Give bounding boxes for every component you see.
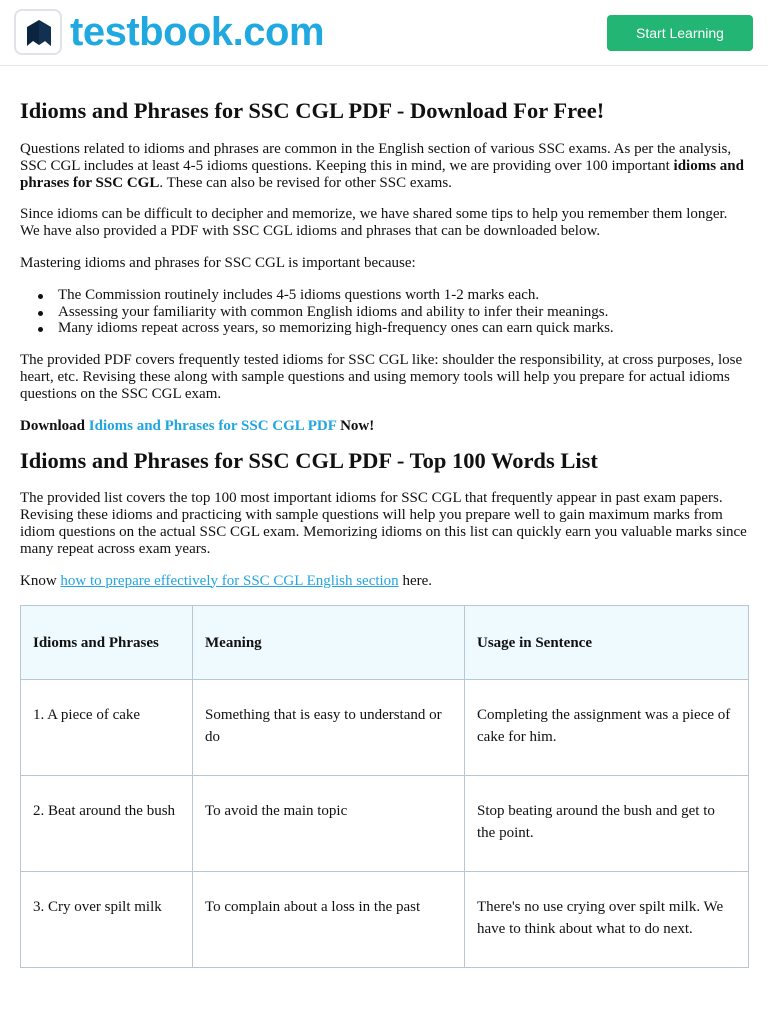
logo-text: testbook.com bbox=[70, 10, 325, 54]
tips-paragraph: Since idioms can be difficult to decipher and memorize, we have shared some tips to help you remember them longer. We have also provided a PDF with SSC CGL idioms and phrases that can be downloaded below. bbox=[20, 206, 728, 240]
importance-list bbox=[20, 287, 750, 337]
download-suffix: Now! bbox=[336, 417, 375, 434]
prepare-english-link[interactable]: how to prepare effectively for SSC CGL English section bbox=[60, 572, 399, 589]
usage-cell: There's no use crying over spilt milk. We have to think about what to do next. bbox=[465, 872, 749, 968]
know-prefix: Know bbox=[20, 572, 61, 589]
importance-paragraph: Mastering idioms and phrases for SSC CGL is important because: bbox=[20, 254, 416, 271]
list-item: Many idioms repeat across years, so memorizing high-frequency ones can earn quick marks. bbox=[38, 320, 750, 337]
column-header-idioms: Idioms and Phrases bbox=[21, 606, 193, 680]
article-content bbox=[20, 96, 750, 968]
start-learning-button[interactable]: Start Learning bbox=[607, 15, 753, 51]
intro-end-text: . These can also be revised for other SSC exams. bbox=[159, 174, 452, 191]
table-row bbox=[21, 680, 749, 776]
meaning-cell: To avoid the main topic bbox=[193, 776, 465, 872]
download-line bbox=[20, 418, 750, 435]
download-pdf-link[interactable]: Idioms and Phrases for SSC CGL PDF bbox=[88, 417, 337, 434]
meaning-cell: Something that is easy to understand or do bbox=[193, 680, 465, 776]
column-header-meaning: Meaning bbox=[193, 606, 465, 680]
meaning-cell: To complain about a loss in the past bbox=[193, 872, 465, 968]
pdf-coverage-paragraph: The provided PDF covers frequently tested idioms for SSC CGL like: shoulder the responsibility, at cross purposes, lose heart, etc. Revising these along with sample questions and using memory tools will help you prepare for actual idioms questions on the SSC CGL exam. bbox=[20, 352, 743, 402]
idioms-table bbox=[20, 605, 749, 968]
list-item: The Commission routinely includes 4-5 idioms questions worth 1-2 marks each. bbox=[38, 287, 750, 304]
idiom-cell: 2. Beat around the bush bbox=[21, 776, 193, 872]
list-item: Assessing your familiarity with common English idioms and ability to infer their meanings. bbox=[38, 304, 750, 321]
idiom-cell: 1. A piece of cake bbox=[21, 680, 193, 776]
table-header-row bbox=[21, 606, 749, 680]
usage-cell: Stop beating around the bush and get to the point. bbox=[465, 776, 749, 872]
testbook-logo[interactable] bbox=[14, 9, 324, 55]
site-header bbox=[0, 0, 768, 66]
intro-text: Questions related to idioms and phrases are common in the English section of various SSC exams. As per the analysis, SSC CGL includes at least 4-5 idioms questions. Keeping this in mind, we are providing over 100 important bbox=[20, 141, 732, 174]
table-row bbox=[21, 872, 749, 968]
page-title: Idioms and Phrases for SSC CGL PDF - Download For Free! bbox=[20, 98, 605, 123]
list-description-paragraph: The provided list covers the top 100 most important idioms for SSC CGL that frequently appear in past exam papers. Revising these idioms and practicing with sample questions will help you prepare well to gain maximum marks from idiom questions on the actual SSC CGL exam. Memorizing idioms on this list can quickly earn you valuable marks since many repeat across exam years. bbox=[20, 490, 747, 557]
section-heading: Idioms and Phrases for SSC CGL PDF - Top 100 Words List bbox=[20, 448, 598, 474]
know-suffix: here. bbox=[398, 572, 432, 589]
intro-bold-text: idioms and phrases for SSC CGL bbox=[20, 157, 744, 191]
usage-cell: Completing the assignment was a piece of cake for him. bbox=[465, 680, 749, 776]
download-prefix: Download bbox=[20, 417, 89, 434]
intro-paragraph bbox=[20, 141, 750, 191]
testbook-logo-icon bbox=[14, 9, 62, 55]
idiom-cell: 3. Cry over spilt milk bbox=[21, 872, 193, 968]
column-header-usage: Usage in Sentence bbox=[465, 606, 749, 680]
know-line bbox=[20, 573, 750, 590]
table-row bbox=[21, 776, 749, 872]
